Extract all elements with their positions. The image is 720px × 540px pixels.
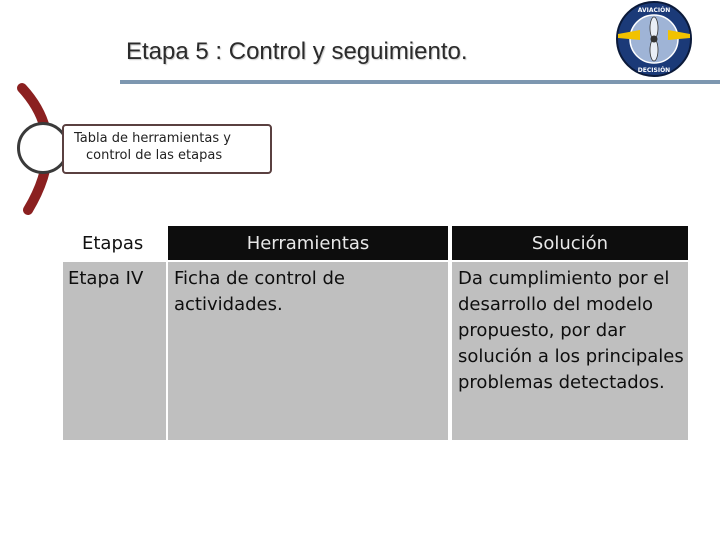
aviation-emblem-logo: [612, 0, 696, 78]
cell-herramienta: Ficha de control de actividades.: [168, 262, 448, 440]
section-callout: [62, 124, 272, 174]
callout-line-2: control de las etapas: [86, 148, 223, 163]
svg-text:DECISIÓN: DECISIÓN: [637, 67, 671, 74]
header-solucion-label: Solución: [531, 232, 609, 254]
header-herramientas: [168, 226, 448, 260]
header-solucion: [452, 226, 688, 260]
callout-line-1: Tabla de herramientas y: [74, 131, 231, 146]
cell-solucion: Da cumplimiento por el desarrollo del modelo propuesto, por dar solución a los principales problemas detectados.: [452, 262, 688, 440]
svg-text:AVIACIÓN: AVIACIÓN: [637, 7, 671, 14]
page-title: Etapa 5 : Control y seguimiento.: [126, 38, 468, 65]
header-herramientas-label: Herramientas: [246, 232, 370, 254]
title-underline: [120, 80, 720, 84]
header-etapas: Etapas: [82, 233, 144, 254]
cell-etapa: Etapa IV: [63, 262, 166, 440]
